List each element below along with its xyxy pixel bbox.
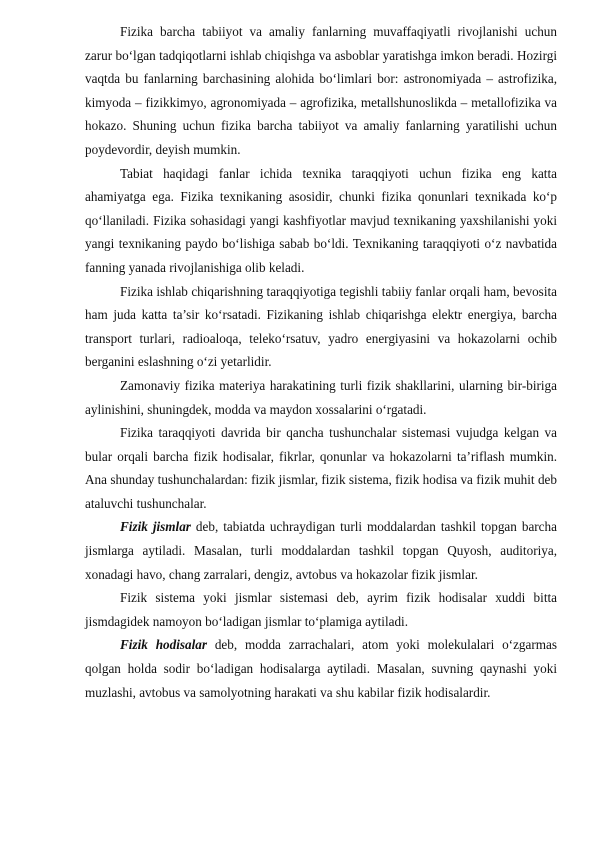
paragraph-physics-foundation [85,20,557,162]
paragraph-physical-phenomena [85,633,557,704]
term-physical-phenomena: Fizik hodisalar [120,637,207,653]
paragraph-concept-systems [85,421,557,515]
paragraph-physical-bodies [85,515,557,586]
paragraph-physics-production [85,280,557,374]
paragraph-physical-system [85,586,557,633]
term-physical-bodies: Fizik jismlar [120,519,191,535]
paragraph-text: Zamonaviy fizika materiya harakatining turli fizik shakllarini, ularning bir-biriga aylinishini, shuningdek, modda va maydon xossalarini o‘rgatadi. [85,377,557,417]
paragraph-text: Fizika ishlab chiqarishning taraqqiyotiga tegishli tabiiy fanlar orqali ham, bevosita ham juda katta ta’sir ko‘rsatadi. Fizikaning ishlab chiqarishga elektr energiya, barcha transport turlari, radioaloqa, teleko‘rsatuv, yadro energiyasini va hokazolarni ochib berganini eslashning o‘zi yetarlidir. [85,283,557,370]
paragraph-text: Tabiat haqidagi fanlar ichida texnika taraqqiyoti uchun fizika eng katta ahamiyatga ega. Fizika texnikaning asosidir, chunki fizika qonunlari texnikada ko‘p qo‘llaniladi. Fizika sohasidagi yangi kashfiyotlar mavjud texnikaning yaxshilanishi yoki yangi texnikaning paydo bo‘lishiga sabab bo‘ldi. Texnikaning taraqqiyoti o‘z navbatida fanning yanada rivojlanishiga olib keladi. [85,165,557,275]
paragraph-text: deb, tabiatda uchraydigan turli moddalardan tashkil topgan barcha jismlarga aytiladi. Masalan, turli moddalardan tashkil topgan Quyosh, auditoriya, xonadagi havo, chang zarralari, dengiz, avtobus va hokazolar fizik jismlar. [85,519,557,582]
paragraph-text: Fizik sistema yoki jismlar sistemasi deb, ayrim fizik hodisalar xuddi bitta jismdagidek namoyon bo‘ladigan jismlar to‘plamiga aytiladi. [85,590,557,629]
paragraph-physics-technology [85,162,557,280]
paragraph-modern-physics [85,374,557,421]
paragraph-text: Fizika taraqqiyoti davrida bir qancha tushunchalar sistemasi vujudga kelgan va bular orqali barcha fizik hodisalar, fikrlar, qonunlar va hokazolarni ta’riflash mumkin. Ana shunday tushunchalardan: fizik jismlar, fizik sistema, fizik hodisa va fizik muhit deb ataluvchi tushunchalar. [85,425,557,511]
paragraph-text: Fizika barcha tabiiyot va amaliy fanlarning muvaffaqiyatli rivojlanishi uchun zarur bo‘lgan tadqiqotlarni ishlab chiqishga va asboblar yaratishga imkon beradi. Hozirgi vaqtda bu fanlarning barchasining alohida bo‘limlari bor: astronomiyada – astrofizika, kimyoda – fizikkimyo, agronomiyada – agrofizika, metallshunoslikda – metallofizika va hokazo. Shuning uchun fizika barcha tabiiyot va amaliy fanlarning yaratilishi uchun poydevordir, deyish mumkin. [85,24,557,157]
document-page [85,20,557,704]
paragraph-text: deb, modda zarrachalari, atom yoki molekulalari o‘zgarmas qolgan holda sodir bo‘ladigan hodisalarga aytiladi. Masalan, suvning qaynashi yoki muzlashi, avtobus va samolyotning harakati va shu kabilar fizik hodisalardir. [85,637,558,700]
